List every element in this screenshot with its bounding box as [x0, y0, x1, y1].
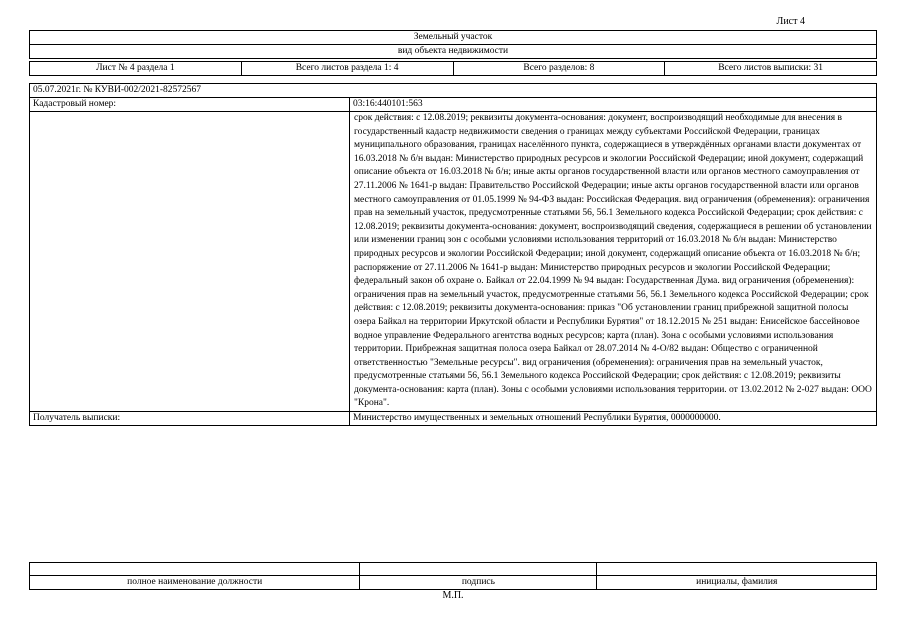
sheet-of-section: Лист № 4 раздела 1 — [30, 62, 242, 76]
initials-label: инициалы, фамилия — [597, 576, 877, 590]
signature-table — [29, 562, 877, 590]
main-table — [29, 83, 877, 426]
total-sheets-section: Всего листов раздела 1: 4 — [241, 62, 453, 76]
header-table — [29, 30, 877, 59]
recipient-value: Министерство имущественных и земельных отношений Республики Бурятия, 0000000000. — [350, 412, 877, 426]
total-sheets-extract: Всего листов выписки: 31 — [665, 62, 877, 76]
cadastral-number: 03:16:440101:563 — [350, 98, 877, 112]
recipient-label: Получатель выписки: — [30, 412, 350, 426]
signature-cell — [360, 563, 597, 576]
object-type-title: Земельный участок — [30, 31, 877, 45]
total-sections: Всего разделов: 8 — [453, 62, 665, 76]
stamp-label: М.П. — [442, 590, 464, 601]
object-type-subtitle: вид объекта недвижимости — [30, 45, 877, 59]
sheet-info-table — [29, 61, 877, 76]
position-cell — [30, 563, 360, 576]
position-label: полное наименование должности — [30, 576, 360, 590]
signature-label: подпись — [360, 576, 597, 590]
initials-cell — [597, 563, 877, 576]
restrictions-text: срок действия: с 12.08.2019; реквизиты документа-основания: документ, воспроизводящий необходимые для внесения в государственный кадастр недвижимости сведения о границах между субъектами Российской Федерации, границах муниципального образования, границах населённого пункта, содержащиеся в утверждённых органами власти документах от 16.03.2018 № б/н выдан: Министерство природных ресурсов и экологии Российской Федерации; иной документ, содержащий описание объекта от 16.03.2018 № б/н; иные акты органов государственной власти или органов местного самоуправления от 27.11.2006 № 1641-р выдан: Правительство Российской Федерации; иные акты органов государственной власти или органов местного самоуправления от 01.05.1999 № 94-ФЗ выдан: Российская Федерация. вид ограничения (обременения): ограничения прав на земельный участок, предусмотренные статьями 56, 56.1 Земельного кодекса Российской Федерации; срок действия: с 12.08.2019; реквизиты документа-основания: документ, воспроизводящий сведения, содержащиеся в решении об установлении или изменении границ зон с особыми условиями использования территорий от 16.03.2018 № б/н выдан: Министерство природных ресурсов и экологии Российской Федерации; иной документ, содержащий описание объекта от 16.03.2018 № б/н; распоряжение от 27.11.2006 № 1641-р выдан: Министерство природных ресурсов и экологии Российской Федерации; федеральный закон об охране о. Байкал от 22.04.1999 № 94 выдан: Государственная Дума. вид ограничения (обременения): ограничения прав на земельный участок, предусмотренные статьями 56, 56.1 Земельного кодекса Российской Федерации; срок действия: с 12.08.2019; реквизиты документа-основания: приказ "Об установлении границ прибрежной защитной полосы озера Байкал на территории Иркутской области и Республики Бурятия" от 18.12.2015 № 251 выдан: Енисейское бассейновое водное управление Федерального агентства водных ресурсов; карта (план). Зона с особыми условиями использования территории. Прибрежная защитная полоса озера Байкал от 28.07.2014 № 4-О/82 выдан: Общество с ограниченной ответственностью "Земельные ресурсы". вид ограничения (обременения): ограничения прав на земельный участок, предусмотренные статьями 56, 56.1 Земельного кодекса Российской Федерации; срок действия: с 12.08.2019; реквизиты документа-основания: карта (план). Зоны с особыми условиями использования территории. от 13.02.2012 № 2-027 выдан: ООО "Крона". — [350, 112, 877, 412]
sheet-label: Лист 4 — [776, 16, 805, 27]
content-empty-cell — [30, 112, 350, 412]
extract-id: 05.07.2021г. № КУВИ-002/2021-82572567 — [30, 84, 877, 98]
cadastral-label: Кадастровый номер: — [30, 98, 350, 112]
